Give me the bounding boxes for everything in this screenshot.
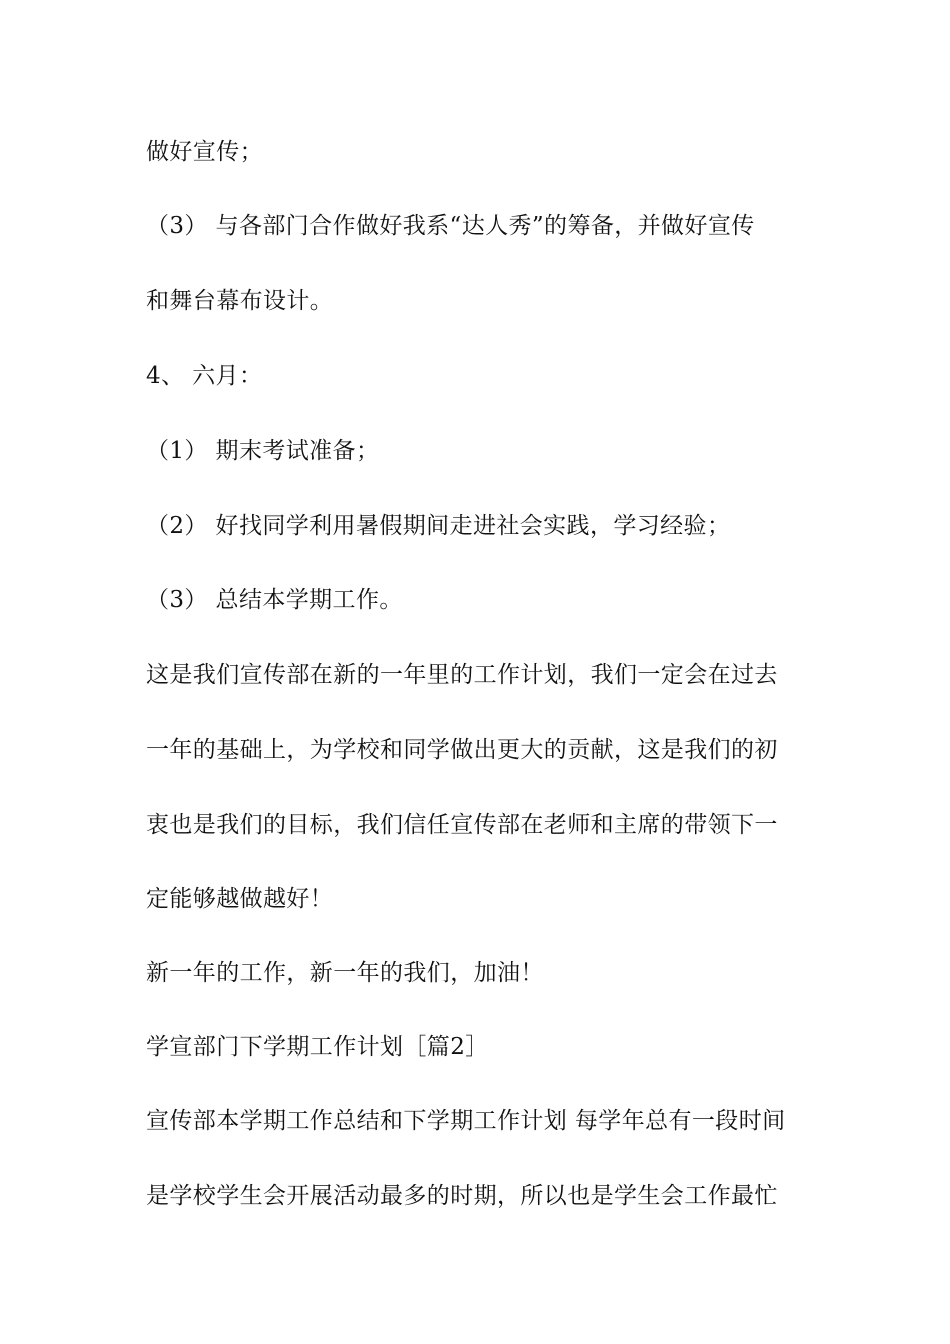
text-line: 新一年的工作，新一年的我们，加油！: [146, 960, 544, 986]
text-line: 和舞台幕布设计。: [146, 288, 334, 314]
text-line: （2） 好找同学利用暑假期间走进社会实践，学习经验；: [146, 513, 731, 539]
text-line: 是学校学生会开展活动最多的时期，所以也是学生会工作最忙: [146, 1183, 778, 1209]
text-line: 做好宣传；: [146, 139, 263, 165]
text-line: （1） 期末考试准备；: [146, 438, 380, 464]
text-line: 衷也是我们的目标，我们信任宣传部在老师和主席的带领下一: [146, 812, 778, 838]
section-heading: 学宣部门下学期工作计划［篇2］: [146, 1034, 489, 1060]
text-line: （3） 总结本学期工作。: [146, 587, 403, 613]
text-line: 定能够越做越好！: [146, 886, 334, 912]
text-line: 4、 六月：: [146, 363, 263, 389]
text-line: 宣传部本学期工作总结和下学期工作计划 每学年总有一段时间: [146, 1108, 786, 1134]
text-line: 这是我们宣传部在新的一年里的工作计划，我们一定会在过去: [146, 662, 778, 688]
text-line: （3） 与各部门合作做好我系“达人秀”的筹备，并做好宣传: [146, 213, 755, 239]
text-line: 一年的基础上，为学校和同学做出更大的贡献，这是我们的初: [146, 737, 778, 763]
